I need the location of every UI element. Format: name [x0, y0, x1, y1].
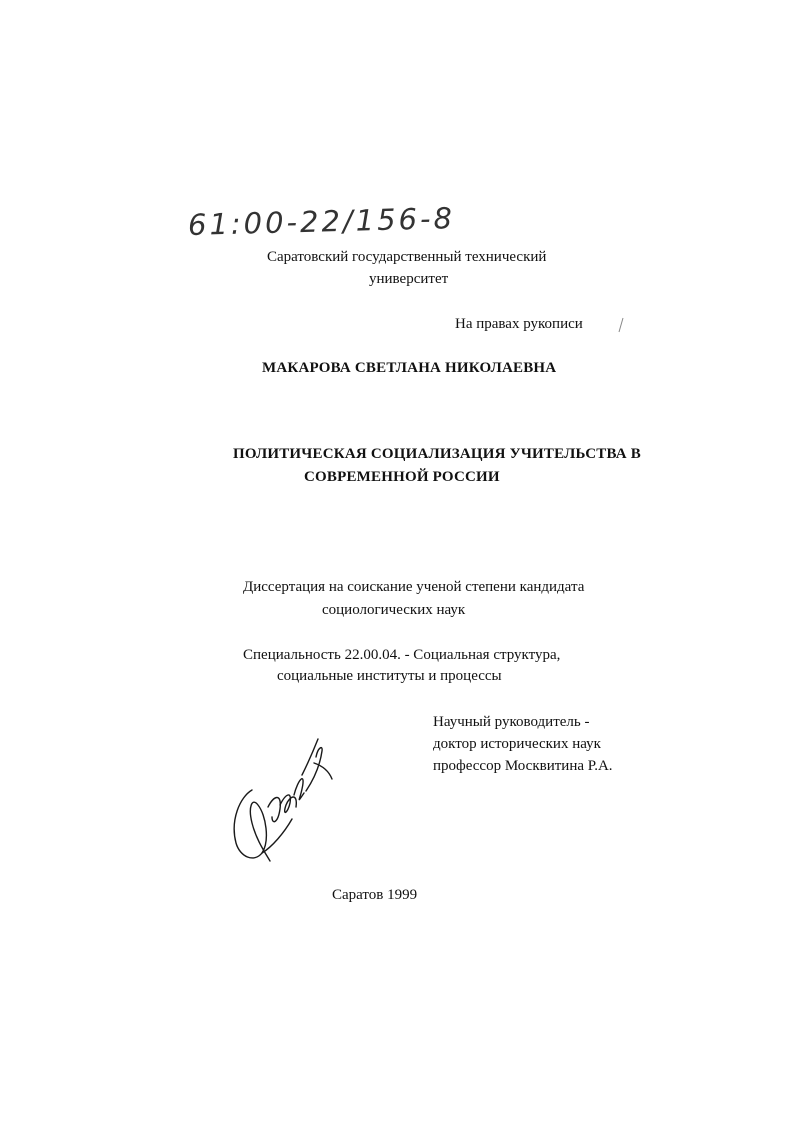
pencil-mark-icon: [617, 317, 625, 333]
university-line-2: университет: [369, 271, 449, 287]
handwritten-signature: [222, 735, 337, 870]
thesis-title-line-2: СОВРЕМЕННОЙ РОССИИ: [304, 469, 500, 485]
specialty-line-2: социальные институты и процессы: [277, 668, 502, 684]
thesis-title-line-1: ПОЛИТИЧЕСКАЯ СОЦИАЛИЗАЦИЯ УЧИТЕЛЬСТВА В: [233, 446, 641, 462]
supervisor-line-1: Научный руководитель -: [433, 714, 590, 730]
supervisor-line-3: профессор Москвитина Р.А.: [433, 758, 613, 774]
university-line-1: Саратовский государственный технический: [267, 249, 547, 265]
author-name: МАКАРОВА СВЕТЛАНА НИКОЛАЕВНА: [262, 360, 557, 376]
manuscript-rights: На правах рукописи: [455, 316, 583, 332]
supervisor-line-2: доктор исторических наук: [433, 736, 601, 752]
degree-line-2: социологических наук: [322, 602, 466, 618]
city-year: Саратов 1999: [332, 887, 418, 903]
archive-code-handwritten: 61:00-22/156-8: [187, 201, 456, 242]
specialty-line-1: Специальность 22.00.04. - Социальная структура,: [243, 647, 561, 663]
degree-line-1: Диссертация на соискание ученой степени кандидата: [243, 579, 585, 595]
